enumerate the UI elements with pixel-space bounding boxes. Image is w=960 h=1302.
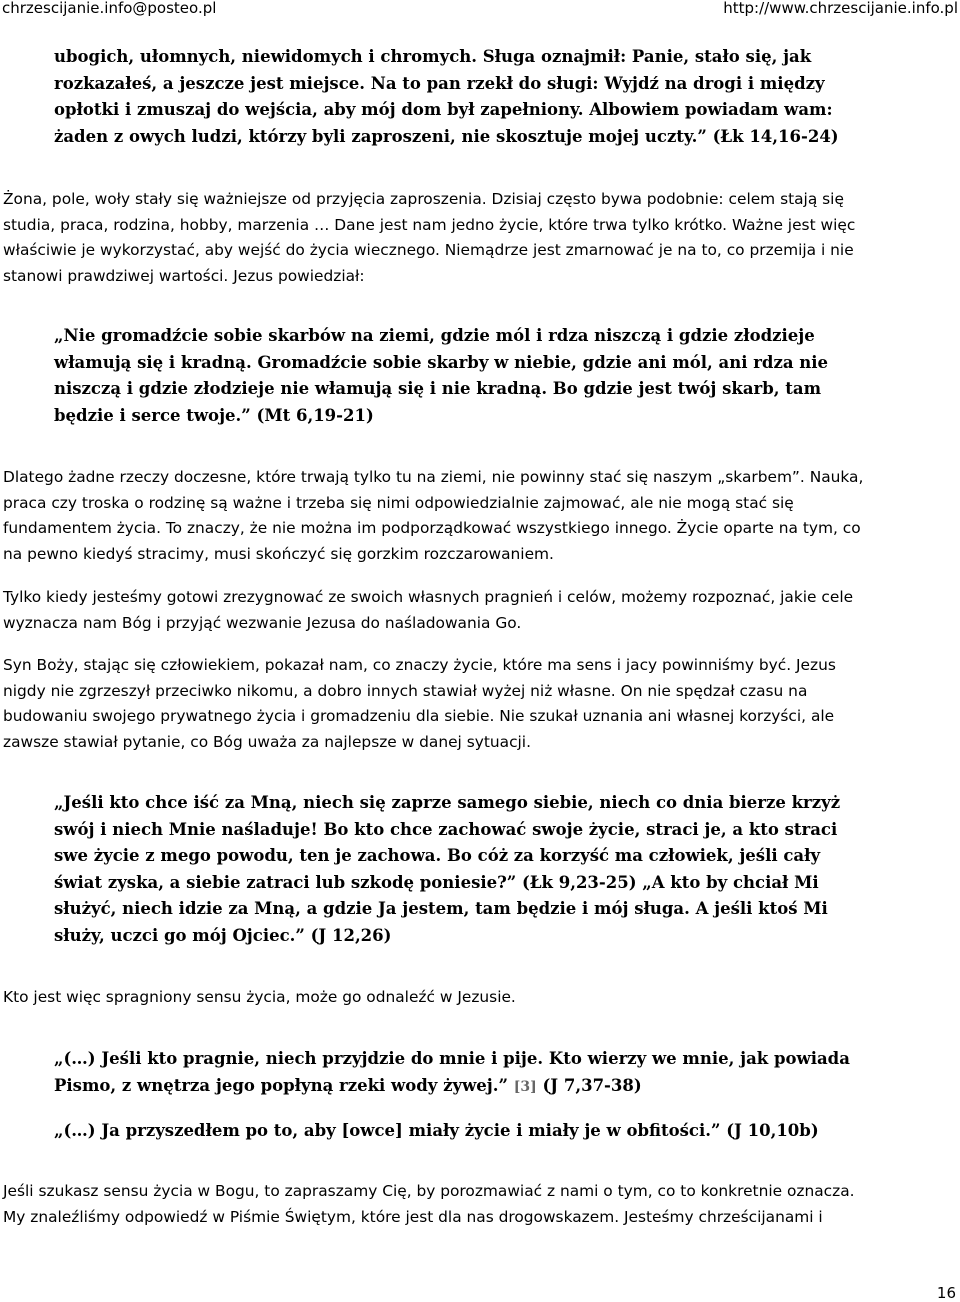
quote-line: świat zyska, a siebie zatraci lub szkodę poniesie?” (Łk 9,23-25) „A kto by chciał Mi bbox=[54, 872, 819, 892]
quote-line: służyć, niech idzie za Mną, a gdzie Ja jestem, tam będzie i mój sługa. A jeśli ktoś Mi bbox=[54, 899, 828, 918]
page-header bbox=[0, 0, 960, 22]
paragraph-thirst bbox=[3, 985, 516, 1011]
quote-text: Pismo, z wnętrza jego popłyną rzeki wody żywej.” bbox=[54, 1075, 508, 1095]
paragraph-line: Dlatego żadne rzeczy doczesne, które trwają tylko tu na ziemi, nie powinny stać się naszym „skarbem”. Nauka, bbox=[3, 468, 864, 486]
header-email: chrzescijanie.info@posteo.pl bbox=[2, 0, 217, 17]
quote-line bbox=[54, 1118, 819, 1145]
quote-line bbox=[54, 403, 828, 430]
quote-line: służy, uczci go mój Ojciec.” (J 12,26) bbox=[54, 925, 392, 945]
paragraph-line: nigdy nie zgrzeszył przeciwko nikomu, a dobro innych stawiał wyżej niż własne. On nie spędzał czasu na bbox=[3, 681, 808, 700]
paragraph-line: studia, praca, rodzina, hobby, marzenia … Dane jest nam jedno życie, które trwa tylko krótko. Ważne jest więc bbox=[3, 215, 856, 234]
page-number: 16 bbox=[936, 1284, 956, 1302]
quote-line: włamują się i kradną. Gromadźcie sobie skarby w niebie, gdzie ani mól, ani rdza nie bbox=[54, 352, 829, 372]
paragraph-line: wyznacza nam Bóg i przyjąć wezwanie Jezusa do naśladowania Go. bbox=[3, 613, 522, 632]
bible-quote-luke-14 bbox=[54, 44, 839, 150]
bible-quote-john-10 bbox=[54, 1118, 819, 1145]
paragraph-line: Kto jest więc spragniony sensu życia, może go odnaleźć w Jezusie. bbox=[3, 988, 516, 1006]
paragraph-line: Jeśli szukasz sensu życia w Bogu, to zapraszamy Cię, by porozmawiać z nami o tym, co to konkretnie oznacza. bbox=[3, 1182, 855, 1200]
quote-line bbox=[54, 124, 839, 151]
paragraph-invitation-closing bbox=[3, 1179, 855, 1230]
header-url: http://www.chrzescijanie.info.pl bbox=[723, 0, 958, 17]
quote-line: „Nie gromadźcie sobie skarbów na ziemi, gdzie mól i rdza niszczą i gdzie złodzieje bbox=[54, 326, 815, 345]
quote-text: „(…) Ja przyszedłem po to, aby [owce] miały życie i miały je w obfitości.” bbox=[54, 1121, 721, 1140]
quote-line: niszczą i gdzie złodzieje nie włamują się i nie kradną. Bo gdzie jest twój skarb, tam bbox=[54, 379, 822, 398]
paragraph-line: My znaleźliśmy odpowiedź w Piśmie Świętym, które jest dla nas drogowskazem. Jesteśmy chrześcijanami i bbox=[3, 1207, 823, 1226]
bible-quote-matthew-6 bbox=[54, 323, 828, 429]
paragraph-line: Żona, pole, woły stały się ważniejsze od przyjęcia zaproszenia. Dzisiaj często bywa podobnie: celem stają się bbox=[3, 190, 844, 208]
quote-reference: (Mt 6,19-21) bbox=[256, 405, 374, 425]
quote-line: rozkazałeś, a jeszcze jest miejsce. Na to pan rzekł do sługi: Wyjdź na drogi i między bbox=[54, 73, 825, 93]
bible-quote-luke-9-john-12 bbox=[54, 790, 840, 949]
paragraph-line: budowaniu swojego prywatnego życia i gromadzeniu dla siebie. Nie szukał uznania ani własnej korzyści, ale bbox=[3, 707, 835, 725]
quote-text: żaden z owych ludzi, którzy byli zaproszeni, nie skosztuje mojej uczty.” bbox=[54, 126, 707, 146]
paragraph-treasures bbox=[3, 465, 863, 567]
paragraph-line: Tylko kiedy jesteśmy gotowi zrezygnować ze swoich własnych pragnień i celów, możemy rozpoznać, jakie cele bbox=[3, 588, 854, 606]
bible-quote-john-7 bbox=[54, 1046, 850, 1100]
paragraph-line: właściwie je wykorzystać, aby wejść do życia wiecznego. Niemądrze jest zmarnować je na to, co przemija i nie bbox=[3, 241, 854, 259]
quote-line: ubogich, ułomnych, niewidomych i chromych. Sługa oznajmił: Panie, stało się, jak bbox=[54, 47, 812, 66]
paragraph-line: Syn Boży, stając się człowiekiem, pokazał nam, co znaczy życie, które ma sens i jacy powinniśmy być. Jezus bbox=[3, 656, 836, 674]
quote-reference: (J 7,37-38) bbox=[542, 1075, 642, 1095]
quote-line: „(…) Jeśli kto pragnie, niech przyjdzie do mnie i pije. Kto wierzy we mnie, jak powiada bbox=[54, 1049, 850, 1068]
footnote-link[interactable]: [3] bbox=[513, 1078, 537, 1095]
quote-line: swe życie z mego powodu, ten je zachowa. Bo cóż za korzyść ma człowiek, jeśli cały bbox=[54, 846, 821, 865]
quote-reference: (Łk 14,16-24) bbox=[712, 126, 839, 146]
paragraph-invitation bbox=[3, 187, 855, 289]
paragraph-line: fundamentem życia. To znaczy, że nie można im podporządkować wszystkiego innego. Życie oparte na tym, co bbox=[3, 519, 861, 537]
quote-line: swój i niech Mnie naśladuje! Bo kto chce zachować swoje życie, straci je, a kto straci bbox=[54, 819, 838, 839]
paragraph-readiness bbox=[3, 585, 853, 636]
quote-text: będzie i serce twoje.” bbox=[54, 405, 251, 425]
paragraph-line: stanowi prawdziwej wartości. Jezus powiedział: bbox=[3, 266, 365, 285]
quote-line bbox=[54, 1073, 850, 1101]
paragraph-son-of-god bbox=[3, 653, 836, 755]
quote-reference: (J 10,10b) bbox=[726, 1121, 819, 1140]
quote-line: opłotki i zmuszaj do wejścia, aby mój dom był zapełniony. Albowiem powiadam wam: bbox=[54, 100, 833, 119]
paragraph-line: na pewno kiedyś stracimy, musi skończyć się gorzkim rozczarowaniem. bbox=[3, 544, 554, 563]
paragraph-line: praca czy troska o rodzinę są ważne i trzeba się nimi odpowiedzialnie zajmować, ale nie mogą stać się bbox=[3, 493, 794, 512]
quote-line: „Jeśli kto chce iść za Mną, niech się zaprze samego siebie, niech co dnia bierze krzyż bbox=[54, 793, 841, 812]
paragraph-line: zawsze stawiał pytanie, co Bóg uważa za najlepsze w danej sytuacji. bbox=[3, 732, 531, 751]
